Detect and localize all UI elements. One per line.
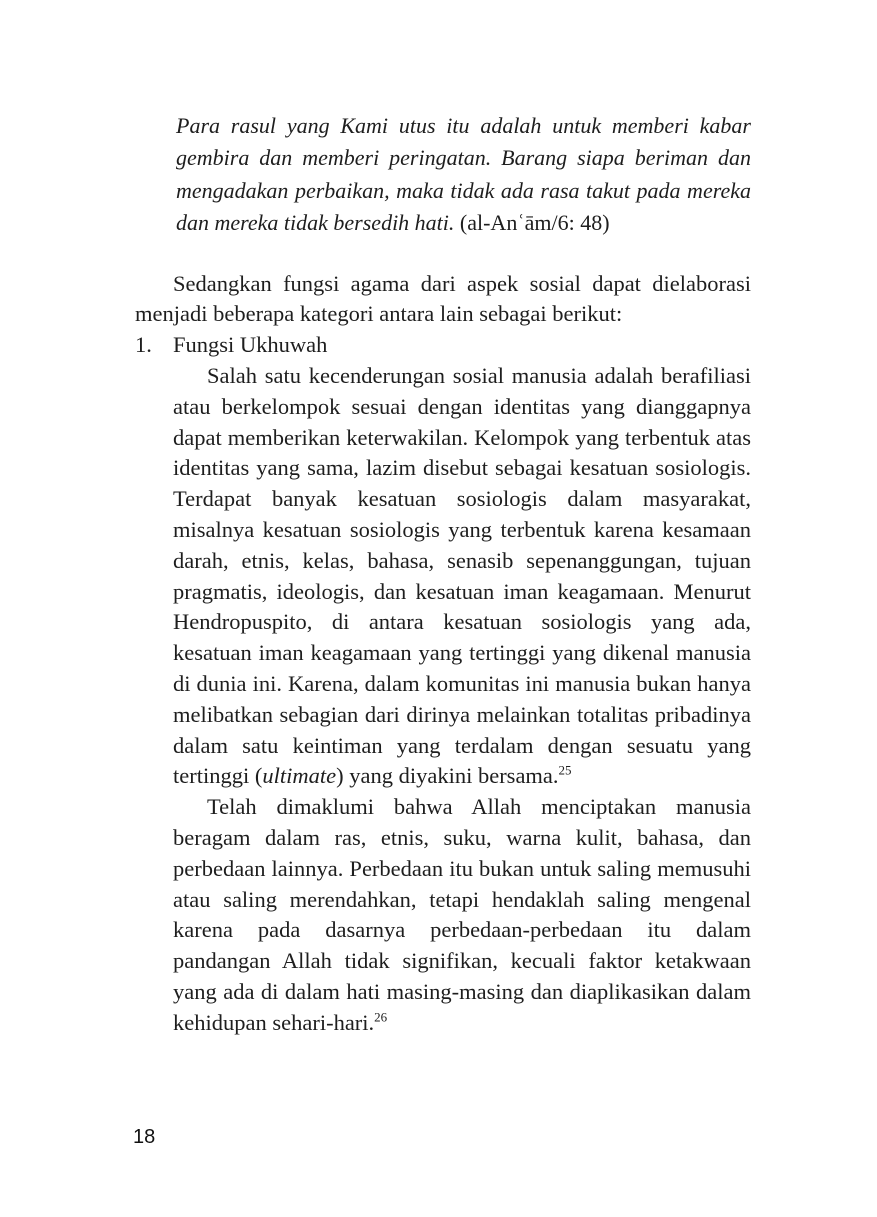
- footnote-ref-26: 26: [374, 1009, 388, 1025]
- emphasis-ultimate: ultimate: [262, 763, 337, 789]
- list-marker: 1.: [135, 332, 152, 358]
- body-paragraph-2: [173, 792, 751, 1038]
- list-item-heading: [135, 330, 751, 361]
- page-number: 18: [133, 1126, 156, 1148]
- paragraph-1-text: Salah satu kecenderungan sosial manusia adalah berafiliasi atau berkelompok sesuai dengan identitas yang dianggapnya dapat memberikan keterwakilan. Kelompok yang terbentuk atas identitas yang sama, lazim disebut sebagai kesatuan sosiologis. Terdapat banyak kesatuan sosiologis dalam masyarakat, misalnya kesatuan sosiologis yang terbentuk karena kesamaan darah, etnis, kelas, bahasa, senasib sepenanggungan, tujuan pragmatis, ideologis, dan kesatuan iman keagamaan. Menurut Hendropuspito, di antara kesatuan sosiologis yang ada, kesatuan iman keagamaan yang tertinggi yang dikenal manusia di dunia ini. Karena, dalam komunitas ini manusia bukan hanya melibatkan sebagian dari dirinya melainkan totalitas pribadinya dalam satu keintiman yang terdalam dengan sesuatu yang tertinggi (: [173, 363, 751, 789]
- paragraph-1-text-end: ) yang diyakini bersama.: [336, 763, 559, 789]
- scripture-quote: [176, 110, 751, 240]
- body-paragraph-1: [173, 361, 751, 792]
- list-body: [173, 361, 751, 1039]
- quote-text: Para rasul yang Kami utus itu adalah untuk memberi kabar gembira dan memberi peringatan. Barang siapa beriman dan mengadakan perbaikan, maka tidak ada rasa takut pada mereka dan mereka tidak bersedih hati.: [176, 113, 751, 236]
- paragraph-intro: Sedangkan fungsi agama dari aspek sosial dapat dielaborasi menjadi beberapa kategori antara lain sebagai berikut:: [135, 270, 751, 327]
- paragraph-2-text: Telah dimaklumi bahwa Allah menciptakan manusia beragam dalam ras, etnis, suku, warna kulit, bahasa, dan perbedaan lainnya. Perbedaan itu bukan untuk saling memusuhi atau saling merendahkan, tetapi hendaklah saling mengenal karena pada dasarnya perbedaan-perbedaan itu dalam pandangan Allah tidak signifikan, kecuali faktor ketakwaan yang ada di dalam hati masing-masing dan diaplikasikan dalam kehidupan sehari-hari.: [173, 794, 751, 1035]
- list-title: Fungsi Ukhuwah: [173, 332, 328, 358]
- quote-citation: (al-Anʿām/6: 48): [454, 210, 610, 236]
- footnote-ref-25: 25: [558, 762, 572, 778]
- page-content: [135, 110, 751, 1039]
